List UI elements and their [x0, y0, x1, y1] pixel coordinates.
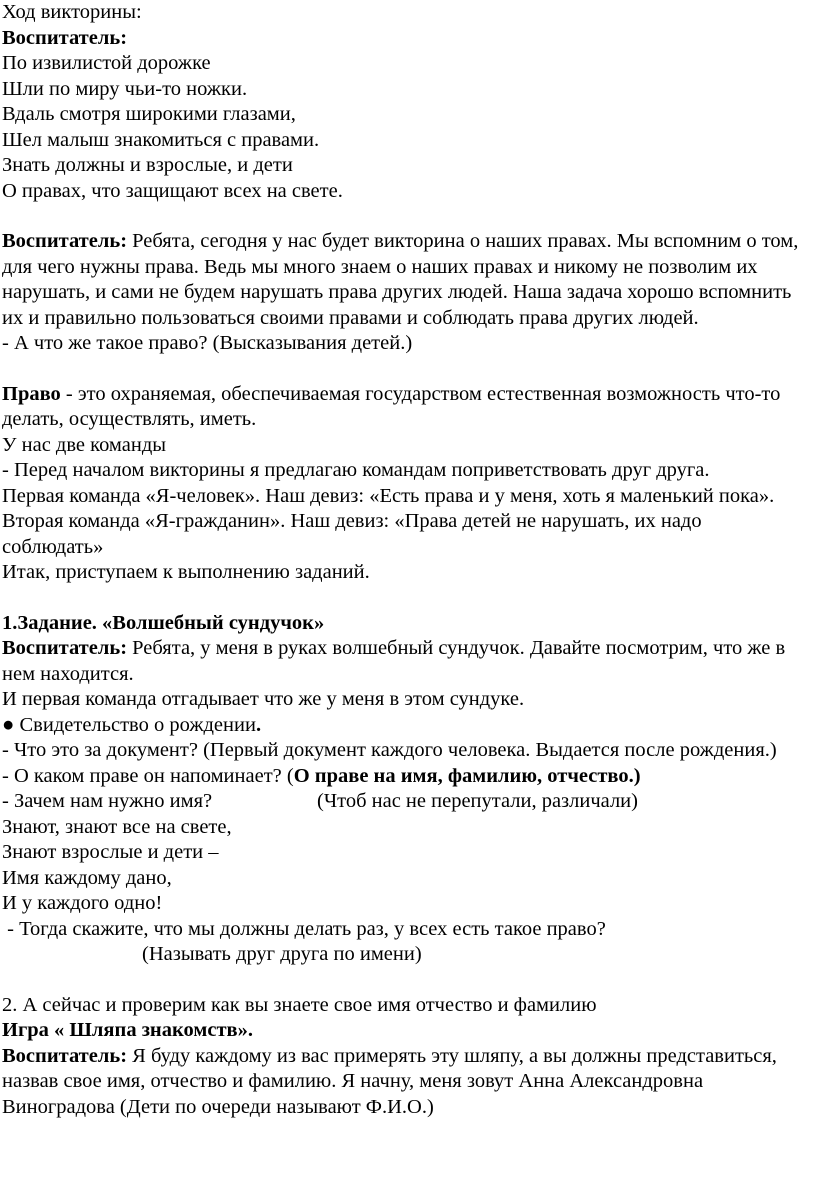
teacher-speech-2: Воспитатель: Ребята, у меня в руках волшебный сундучок. Давайте посмотрим, что же в нем находится. [2, 637, 786, 685]
first-team-guess: И первая команда отгадывает что же у меня в этом сундуке. [2, 688, 525, 710]
poem-line: Знать должны и взрослые, и дети [2, 154, 293, 176]
question-what-is-right: - А что же такое право? (Высказывания детей.) [2, 332, 413, 354]
team-1-motto: Первая команда «Я-человек». Наш девиз: «Есть права и у меня, хоть я маленький пока». [2, 484, 775, 507]
reminds-right: - О каком праве он напоминает? (О праве на имя, фамилию, отчество.) [2, 764, 641, 787]
poem-line: Вдаль смотря широкими глазами, [2, 103, 296, 125]
what-should-do: - Тогда скажите, что мы должны делать раз, у всех есть такое право? [2, 917, 606, 940]
what-should-do-answer: (Называть друг друга по имени) [142, 943, 422, 965]
why-name-answer: (Чтоб нас не перепутали, различали) [317, 790, 638, 812]
greeting-line: - Перед началом викторины я предлагаю командам поприветствовать друг друга. [2, 459, 710, 481]
intro-title: Ход викторины: [2, 1, 142, 23]
teacher-label: Воспитатель: [2, 26, 128, 49]
teacher-speech-3: Воспитатель: Я буду каждому из вас примерять эту шляпу, а вы должны представиться, назвав свое имя, отчество и фамилию. Я начну, меня зовут Анна Александровна Виноградова (Дети по очереди называют Ф.И.О.) [2, 1044, 777, 1118]
poem-2 [2, 815, 808, 917]
teacher-speech-1: Воспитатель: Ребята, сегодня у нас будет викторина о наших правах. Мы вспомним о том, для чего нужны права. Ведь мы много знаем о наших правах и никому не позволим их нарушать, и сами не будем нарушать права других людей. Наша задача хорошо вспомнить их и правильно пользоваться своими правами и соблюдать права других людей. [2, 230, 799, 329]
bullet-birth-certificate: ● Свидетельство о рождении. [2, 713, 262, 736]
poem-line: И у каждого одно! [2, 892, 163, 914]
team-2-motto: Вторая команда «Я-гражданин». Наш девиз: «Права детей не нарушать, их надо соблюдать» [2, 510, 702, 558]
start-tasks: Итак, приступаем к выполнению заданий. [2, 561, 370, 583]
game-title: Игра « Шляпа знакомств». [2, 1019, 253, 1041]
poem-line: Шел малыш знакомиться с правами. [2, 128, 320, 151]
poem-line: О правах, что защищают всех на свете. [2, 179, 343, 202]
poem-line: Знают, знают все на свете, [2, 815, 232, 838]
poem-line: Имя каждому дано, [2, 866, 172, 889]
right-definition: Право - это охраняемая, обеспечиваемая государством естественная возможность что-то делать, осуществлять, иметь. [2, 382, 781, 430]
what-document: - Что это за документ? (Первый документ каждого человека. Выдается после рождения.) [2, 739, 777, 761]
poem-line: Шли по миру чьи-то ножки. [2, 77, 248, 100]
poem-1 [2, 51, 808, 204]
why-name: - Зачем нам нужно имя? (Чтоб нас не перепутали, различали) [2, 789, 808, 815]
task-2-intro: 2. А сейчас и проверим как вы знаете свое имя отчество и фамилию [2, 993, 597, 1016]
poem-line: По извилистой дорожке [2, 52, 211, 74]
two-teams: У нас две команды [2, 433, 167, 456]
poem-line: Знают взрослые и дети – [2, 841, 219, 863]
task-1-title: 1.Задание. «Волшебный сундучок» [2, 611, 325, 634]
